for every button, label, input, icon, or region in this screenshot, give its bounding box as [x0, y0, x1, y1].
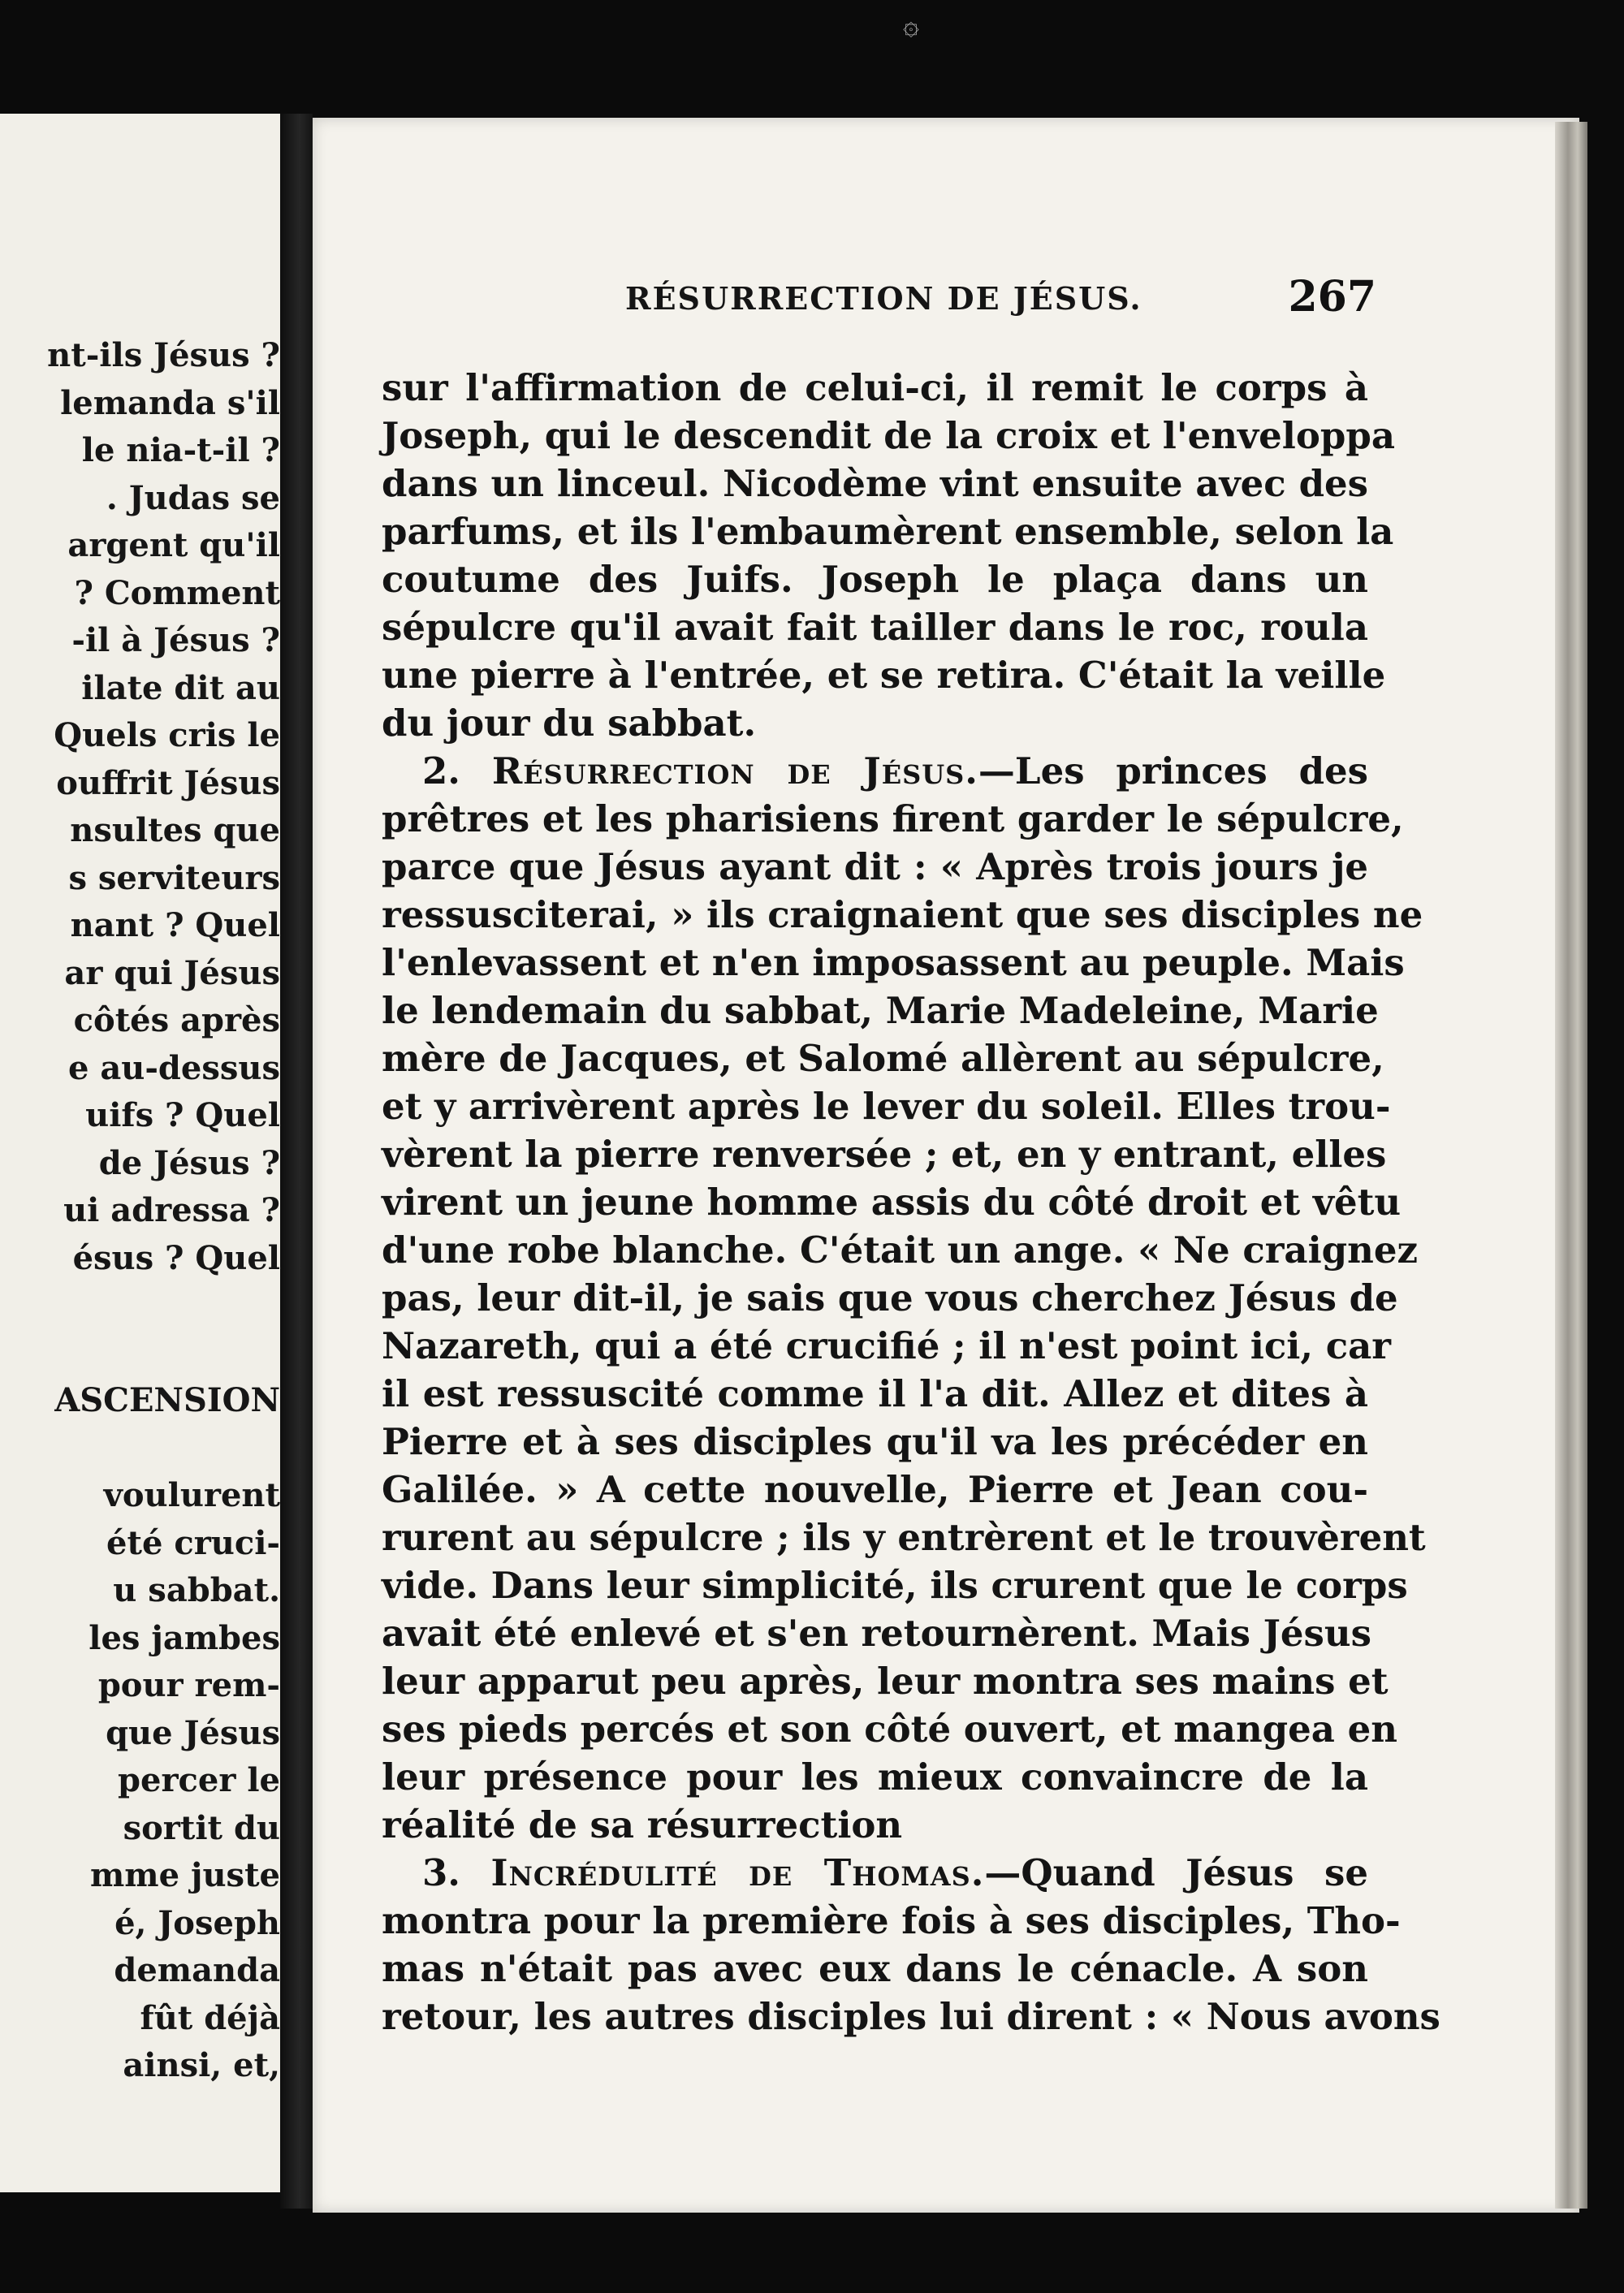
left-page-line: côtés après	[73, 1001, 280, 1039]
left-page-line: été cruci-	[106, 1523, 280, 1562]
p2-line: réalité de sa résurrection	[382, 1803, 903, 1846]
paragraph-2-first-line	[382, 747, 1368, 795]
p2-line: leur présence pour les mieux convaincre de la	[382, 1755, 1368, 1799]
p2-line: vèrent la pierre renversée ; et, en y entrant, elles	[382, 1133, 1387, 1176]
left-page	[0, 114, 280, 2192]
p1-line: du jour du sabbat.	[382, 702, 757, 745]
page-body	[382, 364, 1440, 2040]
left-page-line: é, Joseph	[114, 1903, 280, 1942]
left-page-line: ASCENSION	[54, 1381, 280, 1419]
p1-line: sépulcre qu'il avait fait tailler dans le roc, roula	[382, 606, 1368, 649]
p2-line: prêtres et les pharisiens firent garder le sépulcre,	[382, 797, 1404, 840]
p2-line: ressusciterai, » ils craignaient que ses disciples ne	[382, 893, 1423, 936]
p2-line: Galilée. » A cette nouvelle, Pierre et Jean cou-	[382, 1468, 1368, 1511]
left-page-line: percer le	[118, 1761, 280, 1799]
left-page-line: nsultes que	[70, 811, 280, 849]
p1-line: coutume des Juifs. Joseph le plaça dans un	[382, 558, 1368, 601]
p1-line: Joseph, qui le descendit de la croix et l'enveloppa	[382, 414, 1395, 457]
p2-line: vide. Dans leur simplicité, ils crurent que le corps	[382, 1564, 1408, 1607]
p1-line: dans un linceul. Nicodème vint ensuite avec des	[382, 462, 1368, 505]
p2-line: le lendemain du sabbat, Marie Madeleine, Marie	[382, 989, 1379, 1032]
p2-line: l'enlevassent et n'en imposassent au peuple. Mais	[382, 941, 1405, 984]
left-page-line: nant ? Quel	[70, 906, 280, 944]
p1-line: une pierre à l'entrée, et se retira. C'était la veille	[382, 654, 1386, 697]
p2-line: mère de Jacques, et Salomé allèrent au sépulcre,	[382, 1037, 1384, 1080]
paragraph-2-lead: —Les princes des	[978, 749, 1369, 792]
left-page-line: demanda	[114, 1951, 280, 1989]
left-page-line: ar qui Jésus	[64, 953, 280, 992]
paragraph-3-lead: —Quand Jésus se	[984, 1851, 1368, 1894]
p2-line: parce que Jésus ayant dit : « Après trois jours je	[382, 845, 1368, 888]
paragraph-3-heading: Incrédulité de Thomas.	[490, 1851, 985, 1894]
left-page-line: ui adressa ?	[63, 1191, 280, 1229]
p2-line: virent un jeune homme assis du côté droit et vêtu	[382, 1181, 1402, 1224]
left-page-line: voulurent	[103, 1476, 280, 1514]
left-page-line: les jambes	[89, 1618, 280, 1657]
left-page-line: Quels cris le	[54, 716, 280, 754]
running-title: RÉSURRECTION DE JÉSUS.	[625, 280, 1142, 317]
p2-line: ses pieds percés et son côté ouvert, et mangea en	[382, 1708, 1397, 1751]
p2-line: leur apparut peu après, leur montra ses mains et	[382, 1660, 1389, 1703]
left-page-line: ainsi, et,	[123, 2046, 280, 2084]
left-page-line: -il à Jésus ?	[71, 621, 280, 659]
left-page-line: que Jésus	[106, 1713, 280, 1752]
left-page-line: ilate dit au	[81, 668, 280, 707]
left-page-line: ? Comment	[74, 573, 280, 612]
scan-ornament-mark: ۞	[903, 9, 919, 41]
p3-line: retour, les autres disciples lui dirent : « Nous avons	[382, 1995, 1440, 2038]
page-number: 267	[1288, 272, 1376, 322]
p2-line: d'une robe blanche. C'était un ange. « Ne craignez	[382, 1229, 1419, 1272]
paragraph-3	[382, 1897, 1440, 2040]
left-page-line: ouffrit Jésus	[56, 763, 280, 802]
p2-line: il est ressuscité comme il l'a dit. Allez et dites à	[382, 1372, 1368, 1415]
left-page-line: de Jésus ?	[98, 1143, 280, 1182]
p2-line: avait été enlevé et s'en retournèrent. Mais Jésus	[382, 1612, 1371, 1655]
left-page-line: pour rem-	[97, 1666, 280, 1704]
p2-line: Nazareth, qui a été crucifié ; il n'est point ici, car	[382, 1324, 1391, 1367]
left-page-line: . Judas se	[106, 478, 280, 517]
p1-line: parfums, et ils l'embaumèrent ensemble, selon la	[382, 510, 1394, 553]
p2-line: Pierre et à ses disciples qu'il va les précéder en	[382, 1420, 1368, 1463]
paragraph-2	[382, 795, 1426, 1849]
book-gutter	[280, 114, 313, 2209]
left-page-line: e au-dessus	[67, 1048, 280, 1087]
left-page-line: fût déjà	[140, 1998, 280, 2037]
paragraph-2-number: 2.	[422, 749, 460, 792]
page-edge	[1555, 122, 1587, 2209]
p2-line: rurent au sépulcre ; ils y entrèrent et le trouvèrent	[382, 1516, 1426, 1559]
running-header	[313, 272, 1376, 329]
left-page-line: mme juste	[89, 1856, 280, 1894]
left-page-line: nt-ils Jésus ?	[47, 336, 280, 374]
paragraph-2-heading: Résurrection de Jésus.	[491, 749, 978, 792]
paragraph-1	[382, 364, 1395, 747]
left-page-line: ésus ? Quel	[72, 1238, 280, 1277]
p1-line: sur l'affirmation de celui-ci, il remit le corps à	[382, 366, 1368, 409]
left-page-line: le nia-t-il ?	[81, 431, 280, 469]
left-page-line: sortit du	[123, 1808, 280, 1847]
p3-line: montra pour la première fois à ses disciples, Tho-	[382, 1899, 1401, 1942]
paragraph-3-first-line	[382, 1849, 1368, 1897]
p3-line: mas n'était pas avec eux dans le cénacle. A son	[382, 1947, 1368, 1990]
paragraph-3-number: 3.	[422, 1851, 460, 1894]
left-page-line: s serviteurs	[68, 858, 280, 897]
left-page-line: argent qu'il	[67, 526, 280, 564]
p2-line: pas, leur dit-il, je sais que vous cherchez Jésus de	[382, 1276, 1398, 1319]
left-page-line: lemanda s'il	[60, 383, 280, 422]
left-page-line: u sabbat.	[113, 1571, 280, 1609]
p2-line: et y arrivèrent après le lever du soleil. Elles trou-	[382, 1085, 1391, 1128]
left-page-line: uifs ? Quel	[85, 1096, 280, 1134]
